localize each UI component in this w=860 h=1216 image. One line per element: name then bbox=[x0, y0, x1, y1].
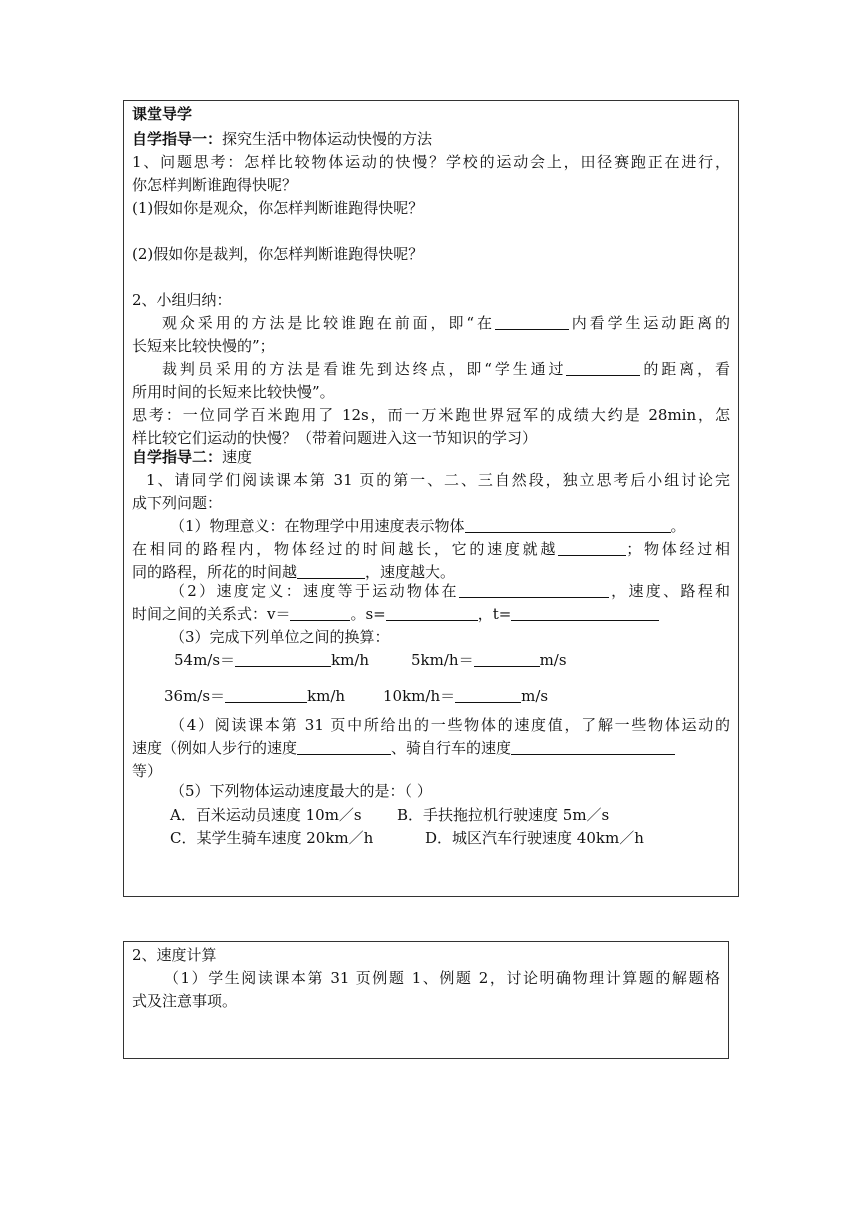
s-formula-blank[interactable] bbox=[386, 605, 478, 621]
question1-line2: 你怎样判断谁跑得快呢？ bbox=[132, 176, 298, 194]
p1-c-text: 同的路程，所花的时间越 bbox=[132, 563, 298, 581]
conv2b-label: 10km/h＝ bbox=[383, 687, 456, 705]
answer-blank[interactable] bbox=[459, 582, 609, 598]
unit-conversion-heading: （3）完成下列单位之间的换算： bbox=[170, 628, 390, 646]
t-label: ，t= bbox=[477, 605, 512, 623]
speed-definition-line1 bbox=[170, 581, 730, 601]
conversion-1a bbox=[174, 650, 369, 670]
option-b[interactable]: B．手扶拖拉机行驶速度 5m／s bbox=[397, 806, 610, 824]
question2-a-line2: 长短来比较快慢的”； bbox=[132, 337, 275, 355]
speed-calculation-line1: （1）学生阅读课本第 31 页例题 1、例题 2，讨论明确物理计算题的解题格 bbox=[164, 969, 720, 987]
q2-b1-text-end: 的距离，看 bbox=[640, 360, 730, 378]
v-formula-blank[interactable] bbox=[290, 605, 350, 621]
question2-a-line1 bbox=[162, 313, 730, 333]
conversion-1b bbox=[411, 650, 567, 670]
conv1a-label: 54m/s＝ bbox=[174, 651, 236, 669]
answer-blank[interactable] bbox=[495, 314, 569, 330]
q2-a1-text-end: 内看学生运动距离的 bbox=[568, 314, 730, 332]
question2-b-line2: 所用时间的长短来比较快慢”。 bbox=[132, 383, 335, 401]
choice-question: （5）下列物体运动速度最大的是：（ ） bbox=[170, 782, 432, 800]
conv1a-unit: km/h bbox=[331, 651, 370, 669]
question2-title: 2、小组归纳： bbox=[132, 291, 232, 309]
option-c[interactable]: C．某学生骑车速度 20km／h bbox=[170, 829, 374, 847]
think-line1: 思考：一位同学百米跑用了 12s，而一万米跑世界冠军的成绩大约是 28min，怎 bbox=[132, 406, 730, 424]
reading-line2: 成下列问题： bbox=[132, 494, 223, 512]
p2-b-text: 时间之间的关系式：v＝ bbox=[132, 605, 291, 623]
question2-b-line1 bbox=[162, 359, 730, 379]
p1-a-end: 。 bbox=[670, 517, 686, 535]
q2-b1-text: 裁判员采用的方法是看谁先到达终点，即“学生通过 bbox=[162, 360, 567, 378]
p1-c-text-end: ，速度越大。 bbox=[365, 563, 456, 581]
speed-calculation-line2: 式及注意事项。 bbox=[132, 992, 238, 1010]
p4-b-text: 速度（例如人步行的速度 bbox=[132, 739, 298, 757]
conversion-2a bbox=[164, 686, 345, 706]
s-label: 。s= bbox=[350, 605, 386, 623]
answer-blank[interactable] bbox=[297, 563, 365, 579]
t-formula-blank[interactable] bbox=[511, 605, 659, 621]
question1-b: (2)假如你是裁判，你怎样判断谁跑得快呢？ bbox=[132, 245, 424, 263]
speed-calculation-title: 2、速度计算 bbox=[132, 946, 217, 964]
guide1-text: 探究生活中物体运动快慢的方法 bbox=[222, 130, 433, 148]
conv1b-label: 5km/h＝ bbox=[411, 651, 474, 669]
guide2-heading bbox=[132, 447, 252, 467]
reading-speeds-line2 bbox=[132, 738, 675, 758]
reading-line1: 1、请同学们阅读课本第 31 页的第一、二、三自然段，独立思考后小组讨论完 bbox=[146, 471, 730, 489]
guide1-heading bbox=[132, 129, 432, 149]
answer-blank[interactable] bbox=[455, 687, 521, 703]
cycling-speed-blank[interactable] bbox=[511, 739, 675, 755]
conv2a-unit: km/h bbox=[307, 687, 346, 705]
reading-speeds-line1: （4）阅读课本第 31 页中所给出的一些物体的速度值，了解一些物体运动的 bbox=[170, 716, 730, 734]
answer-blank[interactable] bbox=[225, 687, 307, 703]
guide1-label: 自学指导一： bbox=[132, 130, 223, 148]
p4-b-mid: 、骑自行车的速度 bbox=[391, 739, 512, 757]
guide2-text: 速度 bbox=[222, 448, 253, 466]
section-title: 课堂导学 bbox=[132, 105, 193, 123]
answer-blank[interactable] bbox=[474, 651, 540, 667]
question1-line1: 1、问题思考：怎样比较物体运动的快慢？学校的运动会上，田径赛跑正在进行， bbox=[132, 153, 730, 171]
option-d[interactable]: D．城区汽车行驶速度 40km／h bbox=[425, 829, 644, 847]
conv1b-unit: m/s bbox=[539, 651, 567, 669]
conversion-2b bbox=[383, 686, 548, 706]
p2-a-text: （2）速度定义：速度等于运动物体在 bbox=[170, 582, 459, 600]
q2-a1-text: 观众采用的方法是比较谁跑在前面，即“在 bbox=[162, 314, 495, 332]
answer-blank[interactable] bbox=[558, 540, 626, 556]
guide2-label: 自学指导二： bbox=[132, 448, 223, 466]
question1-a: (1)假如你是观众，你怎样判断谁跑得快呢？ bbox=[132, 199, 424, 217]
reading-speeds-line3: 等） bbox=[132, 762, 163, 780]
walking-speed-blank[interactable] bbox=[297, 739, 391, 755]
conv2a-label: 36m/s＝ bbox=[164, 687, 226, 705]
conv2b-unit: m/s bbox=[521, 687, 549, 705]
p1-a-text: （1）物理意义：在物理学中用速度表示物体 bbox=[170, 517, 465, 535]
p1-b-text-end: ；物体经过相 bbox=[626, 540, 730, 558]
answer-blank[interactable] bbox=[235, 651, 331, 667]
answer-blank[interactable] bbox=[566, 360, 640, 376]
speed-definition-line2 bbox=[132, 604, 659, 624]
think-line2: 样比较它们运动的快慢？（带着问题进入这一节知识的学习） bbox=[132, 429, 538, 447]
physics-meaning-line2 bbox=[132, 539, 730, 559]
p2-a-text-end: ，速度、路程和 bbox=[608, 582, 730, 600]
option-a[interactable]: A．百米运动员速度 10m／s bbox=[170, 806, 362, 824]
physics-meaning-line3 bbox=[132, 562, 455, 582]
answer-blank[interactable] bbox=[465, 517, 671, 533]
p1-b-text: 在相同的路程内，物体经过的时间越长，它的速度就越 bbox=[132, 540, 559, 558]
physics-meaning-line1 bbox=[170, 516, 686, 536]
